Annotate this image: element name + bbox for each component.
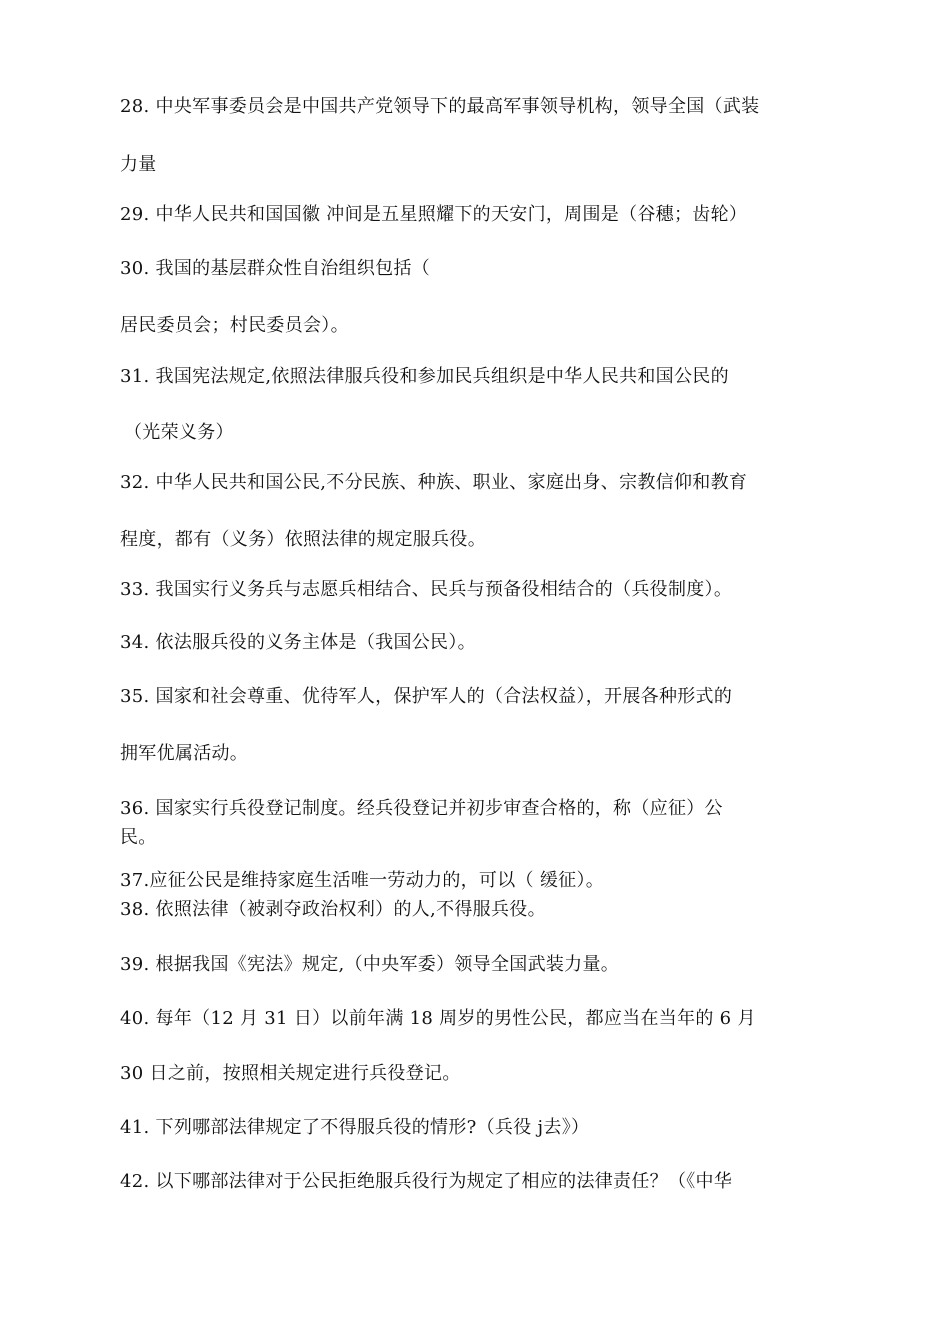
text-line: 31. 我国宪法规定,依照法律服兵役和参加民兵组织是中华人民共和国公民的 [120,366,729,387]
text-line: 拥军优属活动。 [120,743,249,764]
text-line: 28. 中央军事委员会是中国共产党领导下的最高军事领导机构，领导全国（武装 [120,96,760,117]
text-line: 34. 依法服兵役的义务主体是（我国公民）。 [120,632,476,653]
text-line: 37.应征公民是维持家庭生活唯一劳动力的，可以（ 缓征）。 [120,870,605,891]
text-line: 29. 中华人民共和国国徽 冲间是五星照耀下的天安门，周围是（谷穗；齿轮） [120,204,748,225]
text-line: 36. 国家实行兵役登记制度。经兵役登记并初步审查合格的，称（应征）公 [120,798,723,819]
text-line: 力量 [120,154,157,175]
text-line: 41. 下列哪部法律规定了不得服兵役的情形?（兵役 j去》） [120,1117,590,1138]
text-line: 35. 国家和社会尊重、优待军人，保护军人的（合法权益），开展各种形式的 [120,686,733,707]
text-line: （光荣义务） [124,422,234,443]
text-line: 民。 [120,827,157,848]
text-line: 程度，都有（义务）依照法律的规定服兵役。 [120,529,486,550]
text-line: 38. 依照法律（被剥夺政治权利）的人,不得服兵役。 [120,899,546,920]
text-line: 30. 我国的基层群众性自治组织包括（ [120,258,431,279]
text-line: 39. 根据我国《宪法》规定,（中央军委）领导全国武装力量。 [120,954,620,975]
text-line: 30 日之前，按照相关规定进行兵役登记。 [120,1063,461,1084]
text-line: 32. 中华人民共和国公民,不分民族、种族、职业、家庭出身、宗教信仰和教育 [120,472,748,493]
text-line: 40. 每年（12 月 31 日）以前年满 18 周岁的男性公民，都应当在当年的 6 月 [120,1008,756,1029]
text-line: 居民委员会；村民委员会）。 [120,315,349,336]
text-line: 42. 以下哪部法律对于公民拒绝服兵役行为规定了相应的法律责任？（《中华 [120,1171,733,1192]
text-line: 33. 我国实行义务兵与志愿兵相结合、民兵与预备役相结合的（兵役制度）。 [120,579,733,600]
